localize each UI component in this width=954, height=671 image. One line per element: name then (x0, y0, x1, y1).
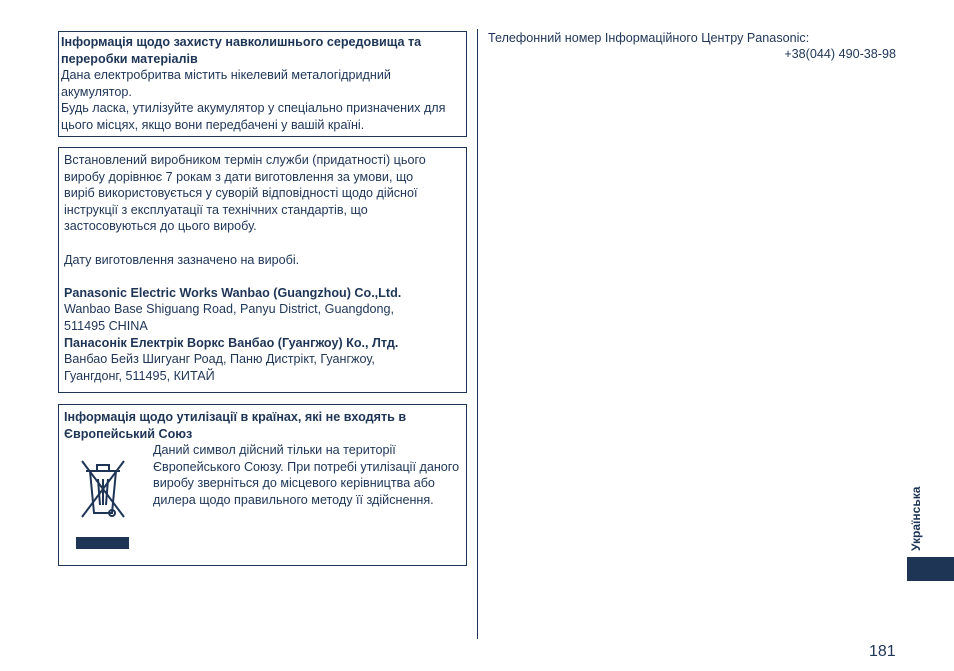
environment-info-title: Інформація щодо захисту навколишнього середовища та переробки матеріалів (61, 35, 422, 66)
manufacture-date-note: Дату виготовлення зазначено на виробі. (64, 252, 300, 267)
environment-info-line2: Будь ласка, утилізуйте акумулятор у спеціально призначених для цього місцях, якщо вони передбачені у вашій країні. (61, 101, 446, 132)
environment-info-box (58, 31, 467, 137)
crossed-out-wheelie-bin-icon (68, 455, 136, 551)
manufacturer-address-ua: Ванбао Бейз Шигуанг Роад, Паню Дистрікт, Гуангжоу, Гуангдонг, 511495, КИТАЙ (64, 352, 375, 383)
language-tab-label: Українська (909, 486, 923, 551)
disposal-info-text: Даний символ дійсний тільки на території Європейського Союзу. При потребі утилізації даного виробу зверніться до місцевого керівництва або дилера щодо правильного методу її здійснення. (153, 443, 460, 507)
service-life-text: Встановлений виробником термін служби (придатності) цього виробу дорівнює 7 рокам з дати виготовлення за умови, що виріб використовується у суворій відповідності щодо дійсної інструкції з експлуатації та технічних стандартів, що застосовуються до цього виробу. (64, 153, 426, 234)
language-tab-marker (907, 557, 954, 581)
contact-phone-number: +38(044) 490-38-98 (784, 47, 896, 61)
contact-phone-label: Телефонний номер Інформаційного Центру Panasonic: (488, 31, 810, 45)
page-number: 181 (869, 643, 896, 660)
manufacturer-name-en: Panasonic Electric Works Wanbao (Guangzhou) Co.,Ltd. (64, 285, 402, 300)
manufacturer-address-en: Wanbao Base Shiguang Road, Panyu District, Guangdong, 511495 CHINA (64, 302, 394, 333)
environment-info-line1: Дана електробритва містить нікелевий металогідридний акумулятор. (61, 68, 391, 99)
manufacturer-name-ua: Панасонік Електрік Воркс Ванбао (Гуангжоу) Ко., Лтд. (64, 335, 399, 350)
service-life-box (58, 147, 467, 393)
disposal-info-title: Інформація щодо утилізації в країнах, які не входять в Європейський Союз (64, 410, 407, 441)
column-divider (477, 29, 478, 639)
